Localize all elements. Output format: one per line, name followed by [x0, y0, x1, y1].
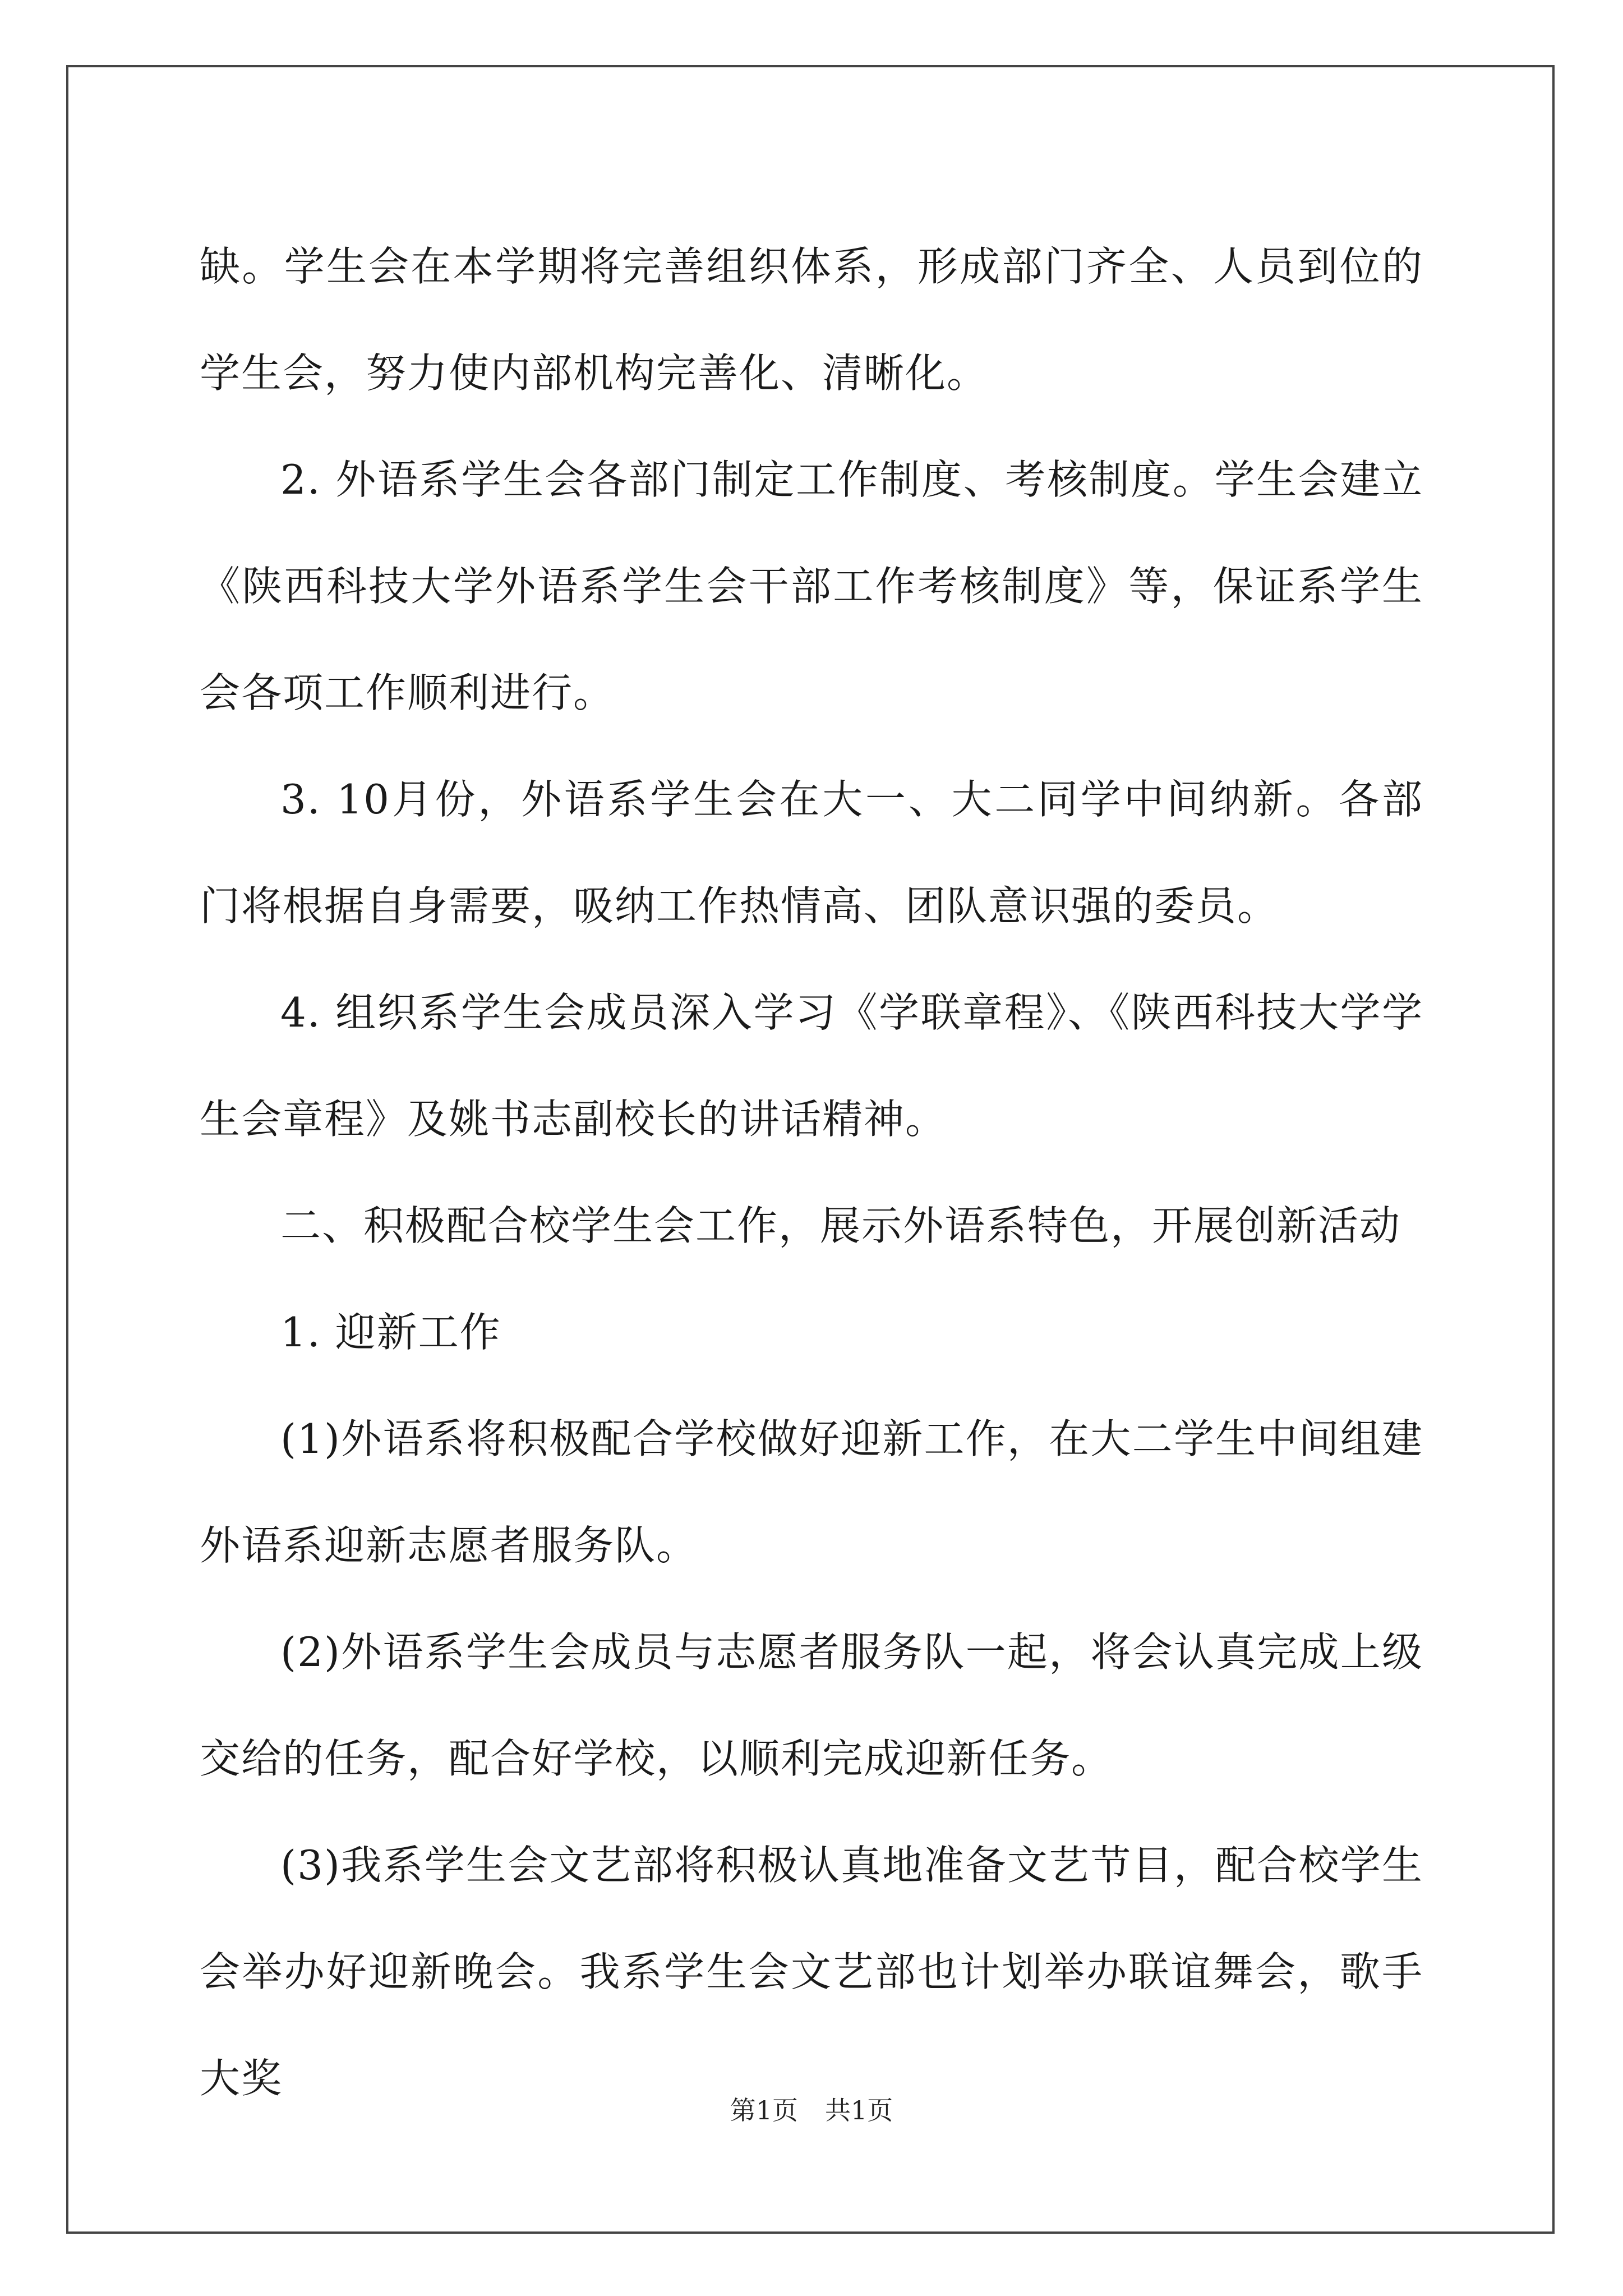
subsection-heading: 1. 迎新工作 — [280, 1309, 501, 1356]
paragraph-item-2: 2. 外语系学生会各部门制定工作制度、考核制度。学生会建立《陕西科技大学外语系学生会干部工作考核制度》等，保证系学生会各项工作顺利进行。 — [200, 456, 1423, 716]
paragraph-item-3: 3. 10月份，外语系学生会在大一、大二同学中间纳新。各部门将根据自身需要，吸纳工作热情高、团队意识强的委员。 — [200, 776, 1423, 930]
page-total: 共1页 — [825, 2095, 893, 2125]
document-body — [200, 213, 1423, 2132]
paragraph-sub-2: (2)外语系学生会成员与志愿者服务队一起，将会认真完成上级交给的任务，配合好学校，以顺利完成迎新任务。 — [200, 1628, 1423, 1782]
paragraph-sub-1: (1)外语系将积极配合学校做好迎新工作，在大二学生中间组建外语系迎新志愿者服务队。 — [200, 1415, 1423, 1569]
section-heading: 二、积极配合校学生会工作，展示外语系特色，开展创新活动 — [280, 1202, 1401, 1249]
page-number: 第1页 — [730, 2095, 798, 2125]
paragraph-sub-3: (3)我系学生会文艺部将积极认真地准备文艺节目，配合校学生会举办好迎新晚会。我系学生会文艺部也计划举办联谊舞会，歌手大奖 — [200, 1842, 1423, 2102]
paragraph-item-4: 4. 组织系学生会成员深入学习《学联章程》、《陕西科技大学学生会章程》及姚书志副校长的讲话精神。 — [200, 989, 1423, 1143]
paragraph-continued: 缺。学生会在本学期将完善组织体系，形成部门齐全、人员到位的学生会，努力使内部机构完善化、清晰化。 — [200, 243, 1423, 397]
page-footer — [0, 2090, 1623, 2127]
